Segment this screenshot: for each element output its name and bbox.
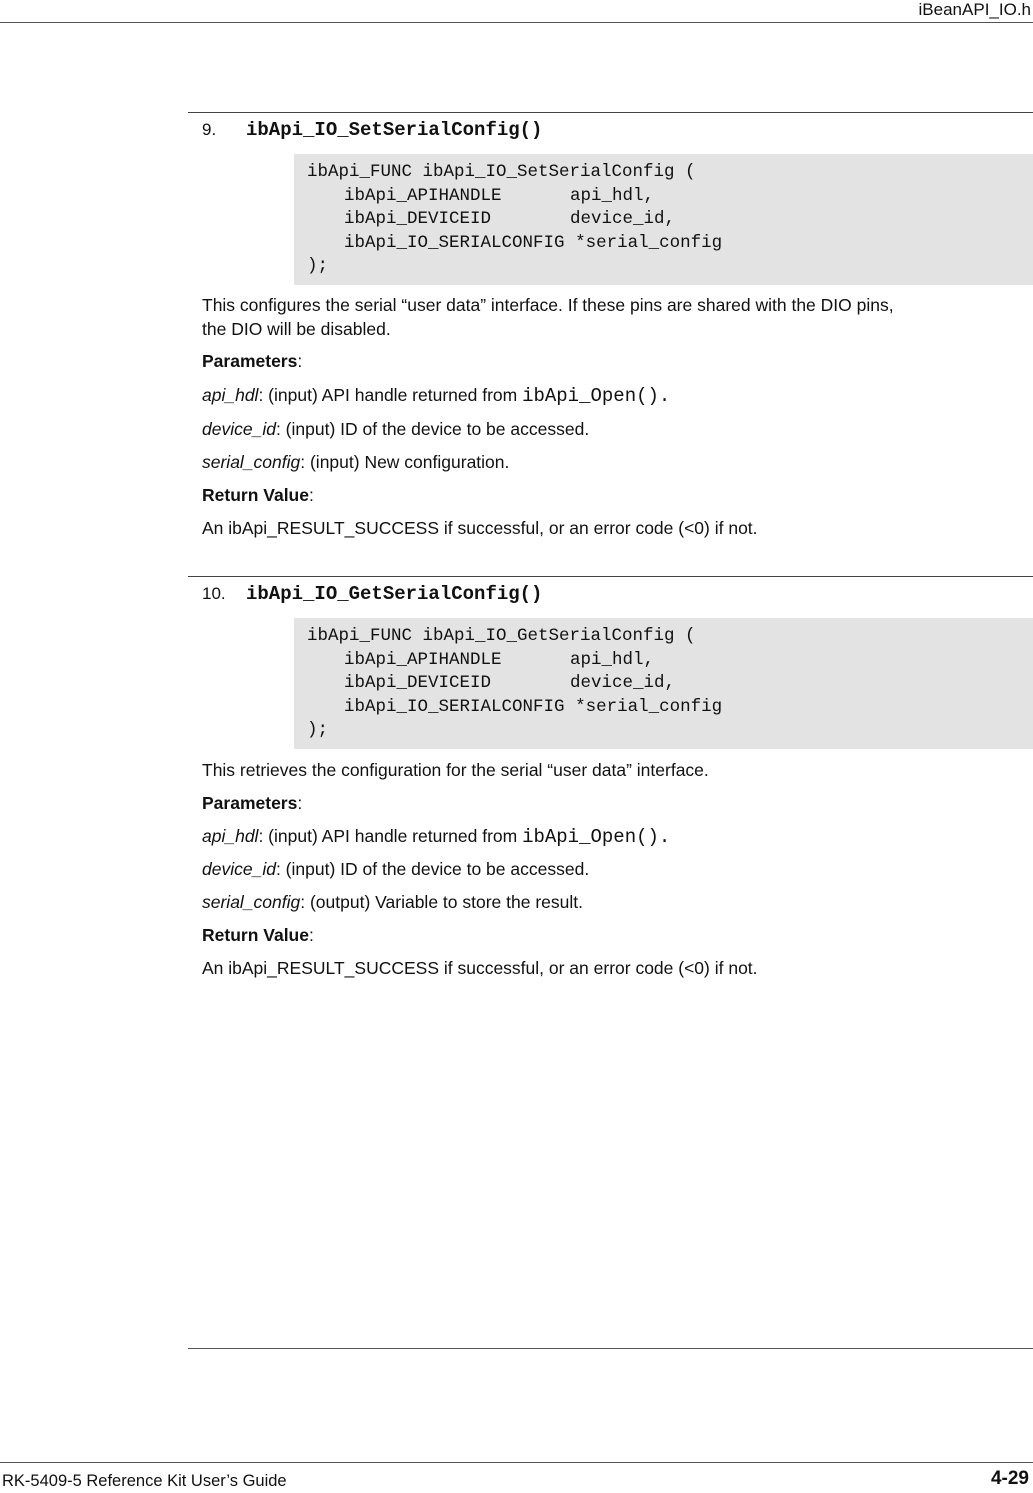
- param-type: ibApi_IO_SERIALCONFIG: [344, 696, 565, 717]
- param-desc-name: api_hdl: [202, 385, 259, 405]
- function-name: ibApi_IO_GetSerialConfig(): [246, 583, 543, 605]
- function-section-set-serial-config: [188, 112, 1033, 538]
- param-desc-name: device_id: [202, 419, 276, 439]
- return-value-text: An ibApi_RESULT_SUCCESS if successful, or an error code (<0) if not.: [202, 958, 758, 978]
- param-desc-text: : (input) New configuration.: [300, 452, 510, 472]
- parameters-heading: Parameters:: [202, 351, 303, 371]
- param-desc-api-hdl: [202, 383, 1022, 408]
- code-param-line: [307, 208, 1020, 232]
- param-type: ibApi_DEVICEID: [344, 673, 492, 693]
- function-section-get-serial-config: [188, 576, 1033, 978]
- param-desc-text: : (output) Variable to store the result.: [300, 892, 583, 912]
- param-desc-device-id: [202, 857, 1022, 881]
- parameters-label: Parameters: [202, 793, 298, 813]
- page-number: 4-29: [990, 1468, 1029, 1489]
- return-value-heading: Return Value:: [202, 485, 314, 505]
- footer-document-title: RK-5409-5 Reference Kit User’s Guide: [2, 1472, 287, 1490]
- footer-rule: [0, 1462, 1033, 1463]
- param-desc-code: ibApi_Open().: [522, 385, 671, 407]
- parameters-heading: Parameters:: [202, 793, 303, 813]
- description: [202, 758, 1022, 782]
- code-param-line: [307, 649, 1020, 673]
- param-type: ibApi_IO_SERIALCONFIG: [344, 232, 565, 253]
- code-close-line: );: [307, 256, 329, 276]
- param-type: ibApi_DEVICEID: [344, 209, 492, 229]
- code-close-line: );: [307, 720, 329, 740]
- code-param-line: [307, 185, 1020, 209]
- description: [202, 293, 1022, 341]
- param-desc-text: : (input) API handle returned from: [258, 385, 523, 405]
- section-number: 9.: [202, 120, 217, 139]
- param-desc-serial-config: [202, 890, 1022, 914]
- param-desc-api-hdl: [202, 824, 1022, 849]
- code-line: ibApi_FUNC ibApi_IO_SetSerialConfig (: [307, 162, 696, 182]
- param-name: *serial_config: [575, 232, 723, 253]
- param-name: *serial_config: [575, 696, 723, 717]
- code-param-line: [307, 672, 1020, 696]
- param-name: api_hdl,: [570, 185, 655, 206]
- header-rule: [0, 22, 1033, 23]
- code-line: ibApi_FUNC ibApi_IO_GetSerialConfig (: [307, 626, 696, 646]
- param-desc-name: serial_config: [202, 892, 301, 912]
- return-value-heading: Return Value:: [202, 925, 314, 945]
- code-param-line: [307, 696, 1020, 720]
- return-value-label: Return Value: [202, 925, 309, 945]
- parameters-label: Parameters: [202, 351, 298, 371]
- description-line: This retrieves the configuration for the serial “user data” interface.: [202, 760, 709, 780]
- param-desc-serial-config: [202, 450, 1022, 474]
- param-name: device_id,: [570, 673, 676, 693]
- param-desc-device-id: [202, 417, 1022, 441]
- param-desc-name: serial_config: [202, 452, 301, 472]
- param-desc-text: : (input) ID of the device to be accessed.: [275, 419, 590, 439]
- param-type: ibApi_APIHANDLE: [344, 185, 502, 206]
- code-signature-block: [294, 618, 1033, 749]
- param-desc-text: : (input) ID of the device to be accessed.: [275, 859, 590, 879]
- param-desc-text: : (input) API handle returned from: [258, 826, 523, 846]
- description-line: the DIO will be disabled.: [202, 319, 391, 339]
- return-value-label: Return Value: [202, 485, 309, 505]
- param-desc-name: device_id: [202, 859, 276, 879]
- section-heading: [202, 583, 542, 605]
- param-type: ibApi_APIHANDLE: [344, 649, 502, 670]
- running-header-title: iBeanAPI_IO.h: [918, 0, 1031, 19]
- section-number: 10.: [202, 584, 226, 603]
- function-name: ibApi_IO_SetSerialConfig(): [246, 119, 543, 141]
- description-line: This configures the serial “user data” interface. If these pins are shared with the DIO pins,: [202, 295, 894, 315]
- param-name: device_id,: [570, 209, 676, 229]
- section-heading: [202, 119, 542, 141]
- param-desc-name: api_hdl: [202, 826, 259, 846]
- return-value-text: An ibApi_RESULT_SUCCESS if successful, or an error code (<0) if not.: [202, 518, 758, 538]
- param-name: api_hdl,: [570, 649, 655, 670]
- code-param-line: [307, 232, 1020, 256]
- param-desc-code: ibApi_Open().: [522, 826, 671, 848]
- code-signature-block: [294, 154, 1033, 285]
- content-end-rule: [188, 1348, 1033, 1349]
